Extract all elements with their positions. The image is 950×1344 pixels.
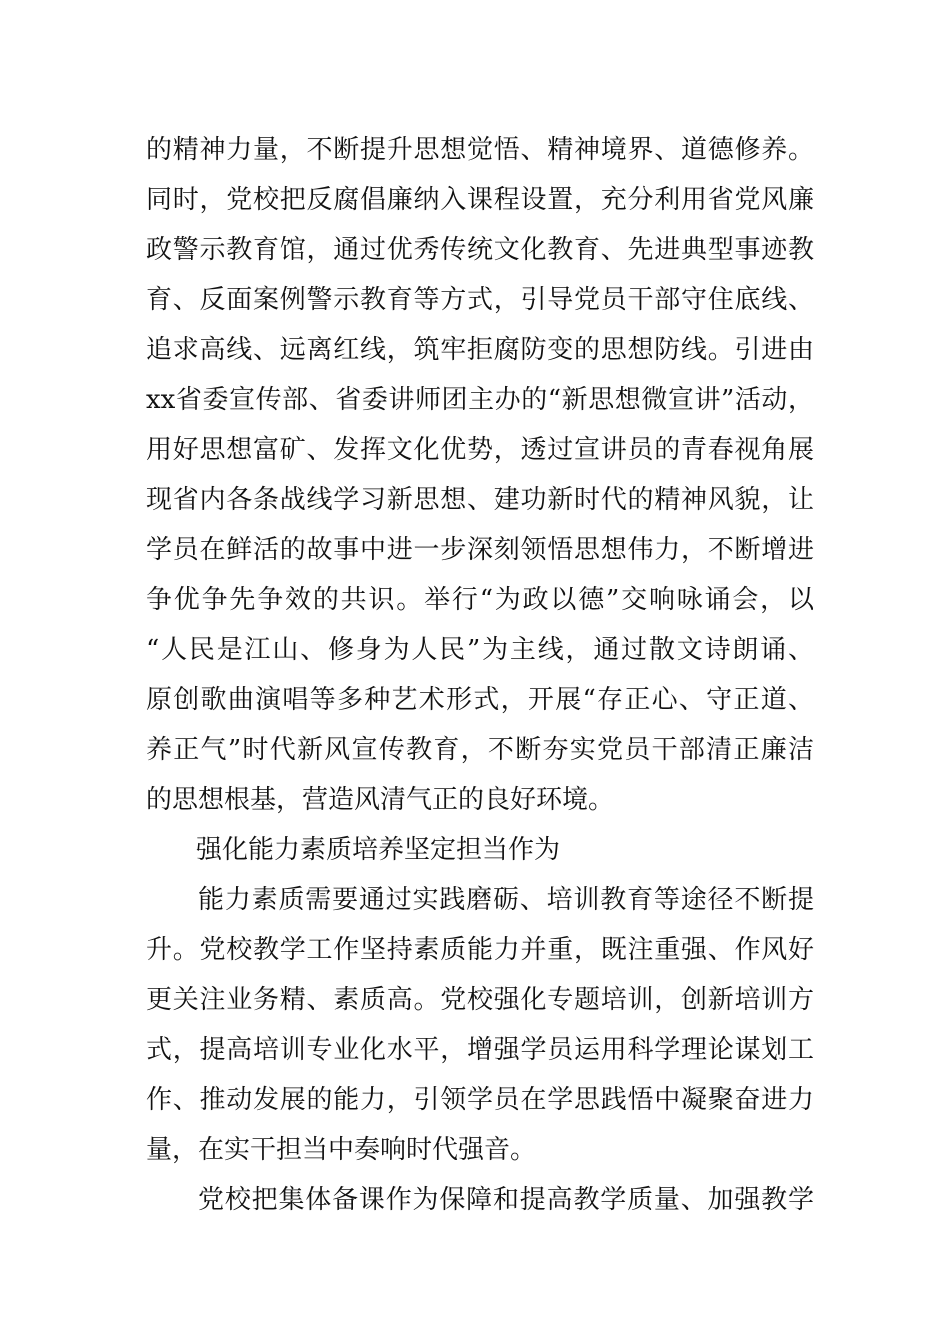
paragraph-line: 能力素质需要通过实践磨砺、培训教育等途径不断提 [198,885,814,915]
paragraph-line: 式，提高培训专业化水平，增强学员运用科学理论谋划工 [146,1035,814,1065]
paragraph-line: 的精神力量，不断提升思想觉悟、精神境界、道德修养。 [146,135,814,165]
paragraph-line: 升。党校教学工作坚持素质能力并重，既注重强、作风好 [146,935,814,965]
paragraph-line: 政警示教育馆，通过优秀传统文化教育、先进典型事迹教 [146,235,814,265]
paragraph-line: “人民是江山、修身为人民”为主线，通过散文诗朗诵、 [146,635,814,665]
paragraph-line: 学员在鲜活的故事中进一步深刻领悟思想伟力，不断增进 [146,535,814,565]
paragraph-line: 作、推动发展的能力，引领学员在学思践悟中凝聚奋进力 [146,1085,814,1115]
section-heading: 强化能力素质培养坚定担当作为 [196,835,561,865]
paragraph-line: 争优争先争效的共识。举行“为政以德”交响咏诵会，以 [146,585,814,615]
paragraph-line: 的思想根基，营造风清气正的良好环境。 [146,785,615,815]
paragraph-line: 现省内各条战线学习新思想、建功新时代的精神风貌，让 [146,485,814,515]
paragraph-line: 原创歌曲演唱等多种艺术形式，开展“存正心、守正道、 [146,685,814,715]
paragraph-line: 量，在实干担当中奏响时代强音。 [146,1135,537,1165]
paragraph-line: 育、反面案例警示教育等方式，引导党员干部守住底线、 [146,285,814,315]
paragraph-line: 追求高线、远离红线，筑牢拒腐防变的思想防线。引进由 [146,335,814,365]
paragraph-line: xx省委宣传部、省委讲师团主办的“新思想微宣讲”活动， [146,385,814,415]
paragraph-line: 用好思想富矿、发挥文化优势，透过宣讲员的青春视角展 [146,435,814,465]
paragraph-line: 党校把集体备课作为保障和提高教学质量、加强教学 [198,1185,814,1215]
paragraph-line: 养正气”时代新风宣传教育，不断夯实党员干部清正廉洁 [146,735,814,765]
paragraph-line: 更关注业务精、素质高。党校强化专题培训，创新培训方 [146,985,814,1015]
paragraph-line: 同时，党校把反腐倡廉纳入课程设置，充分利用省党风廉 [146,185,814,215]
